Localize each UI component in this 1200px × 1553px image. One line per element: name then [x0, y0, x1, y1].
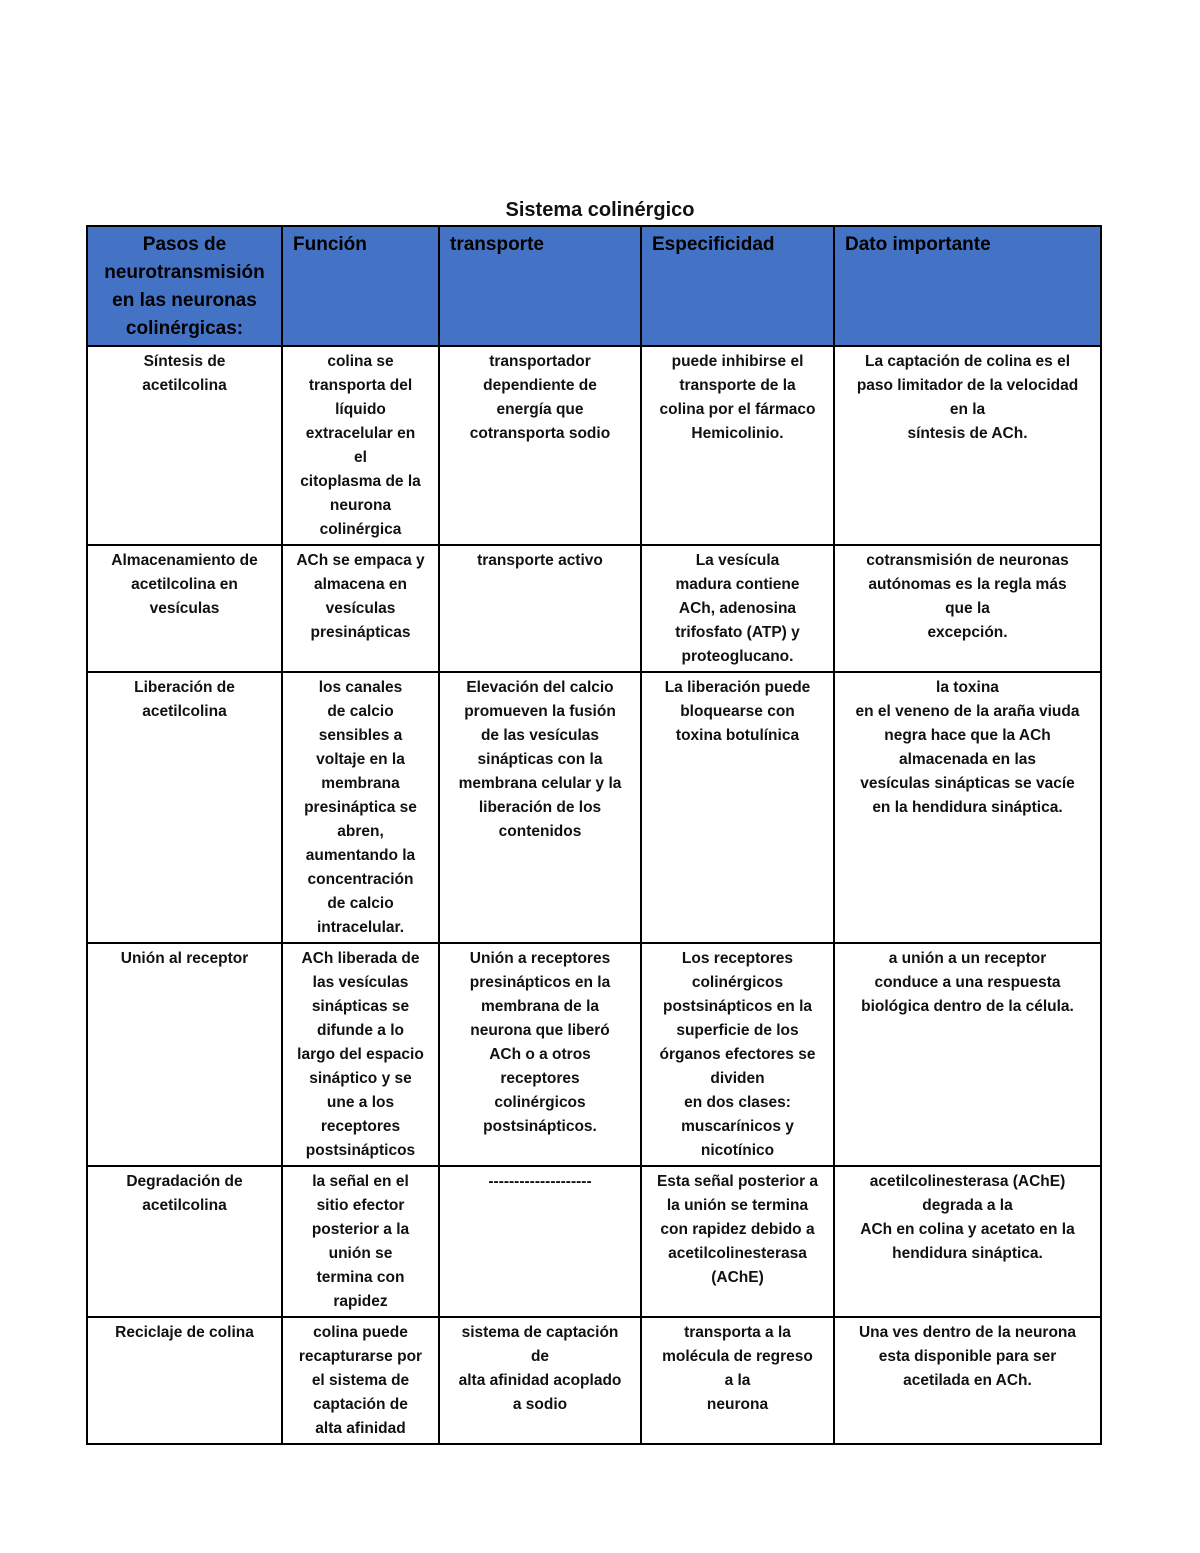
- header-steps: Pasos de neurotransmisión en las neuronas colinérgicas:: [87, 226, 282, 346]
- header-important-fact: Dato importante: [834, 226, 1101, 346]
- cell-transport: --------------------: [439, 1166, 641, 1317]
- cell-function: ACh se empaca y almacena en vesículas presinápticas: [282, 545, 439, 672]
- cell-function: la señal en el sitio efector posterior a la unión se termina con rapidez: [282, 1166, 439, 1317]
- cell-specificity: transporta a la molécula de regreso a la neurona: [641, 1317, 834, 1444]
- cell-transport: Unión a receptores presinápticos en la membrana de la neurona que liberó ACh o a otros receptores colinérgicos postsinápticos.: [439, 943, 641, 1166]
- header-function: Función: [282, 226, 439, 346]
- cell-specificity: puede inhibirse el transporte de la colina por el fármaco Hemicolinio.: [641, 346, 834, 545]
- cell-function: ACh liberada de las vesículas sinápticas se difunde a lo largo del espacio sináptico y se une a los receptores postsinápticos: [282, 943, 439, 1166]
- cell-specificity: La liberación puede bloquearse con toxina botulínica: [641, 672, 834, 943]
- header-transport: transporte: [439, 226, 641, 346]
- table-header-row: [87, 226, 1101, 346]
- cell-important-fact: La captación de colina es el paso limitador de la velocidad en la síntesis de ACh.: [834, 346, 1101, 545]
- cell-function: los canales de calcio sensibles a voltaje en la membrana presináptica se abren, aumentando la concentración de calcio intracelular.: [282, 672, 439, 943]
- cell-important-fact: la toxina en el veneno de la araña viuda negra hace que la ACh almacenada en las vesículas sinápticas se vacíe en la hendidura sináptica.: [834, 672, 1101, 943]
- cell-important-fact: cotransmisión de neuronas autónomas es la regla más que la excepción.: [834, 545, 1101, 672]
- table-row: [87, 346, 1101, 545]
- cell-important-fact: a unión a un receptor conduce a una respuesta biológica dentro de la célula.: [834, 943, 1101, 1166]
- cell-important-fact: Una ves dentro de la neurona esta disponible para ser acetilada en ACh.: [834, 1317, 1101, 1444]
- document-title: Sistema colinérgico: [505, 199, 695, 221]
- cell-step: Liberación de acetilcolina: [87, 672, 282, 943]
- cell-transport: transportador dependiente de energía que cotransporta sodio: [439, 346, 641, 545]
- cell-function: colina se transporta del líquido extracelular en el citoplasma de la neurona colinérgica: [282, 346, 439, 545]
- table-row: [87, 943, 1101, 1166]
- cell-important-fact: acetilcolinesterasa (AChE) degrada a la ACh en colina y acetato en la hendidura sináptica.: [834, 1166, 1101, 1317]
- cell-transport: sistema de captación de alta afinidad acoplado a sodio: [439, 1317, 641, 1444]
- cell-function: colina puede recapturarse por el sistema de captación de alta afinidad: [282, 1317, 439, 1444]
- cholinergic-system-table: [86, 225, 1102, 1445]
- cell-step: Unión al receptor: [87, 943, 282, 1166]
- table-row: [87, 1166, 1101, 1317]
- cell-transport: Elevación del calcio promueven la fusión de las vesículas sinápticas con la membrana celular y la liberación de los contenidos: [439, 672, 641, 943]
- table-row: [87, 672, 1101, 943]
- table-row: [87, 545, 1101, 672]
- cell-specificity: Esta señal posterior a la unión se termina con rapidez debido a acetilcolinesterasa (AChE): [641, 1166, 834, 1317]
- table-row: [87, 1317, 1101, 1444]
- cell-step: Almacenamiento de acetilcolina en vesículas: [87, 545, 282, 672]
- cell-specificity: Los receptores colinérgicos postsinápticos en la superficie de los órganos efectores se dividen en dos clases: muscarínicos y nicotínico: [641, 943, 834, 1166]
- cell-step: Reciclaje de colina: [87, 1317, 282, 1444]
- cell-transport: transporte activo: [439, 545, 641, 672]
- cell-specificity: La vesícula madura contiene ACh, adenosina trifosfato (ATP) y proteoglucano.: [641, 545, 834, 672]
- cell-step: Síntesis de acetilcolina: [87, 346, 282, 545]
- header-specificity: Especificidad: [641, 226, 834, 346]
- cell-step: Degradación de acetilcolina: [87, 1166, 282, 1317]
